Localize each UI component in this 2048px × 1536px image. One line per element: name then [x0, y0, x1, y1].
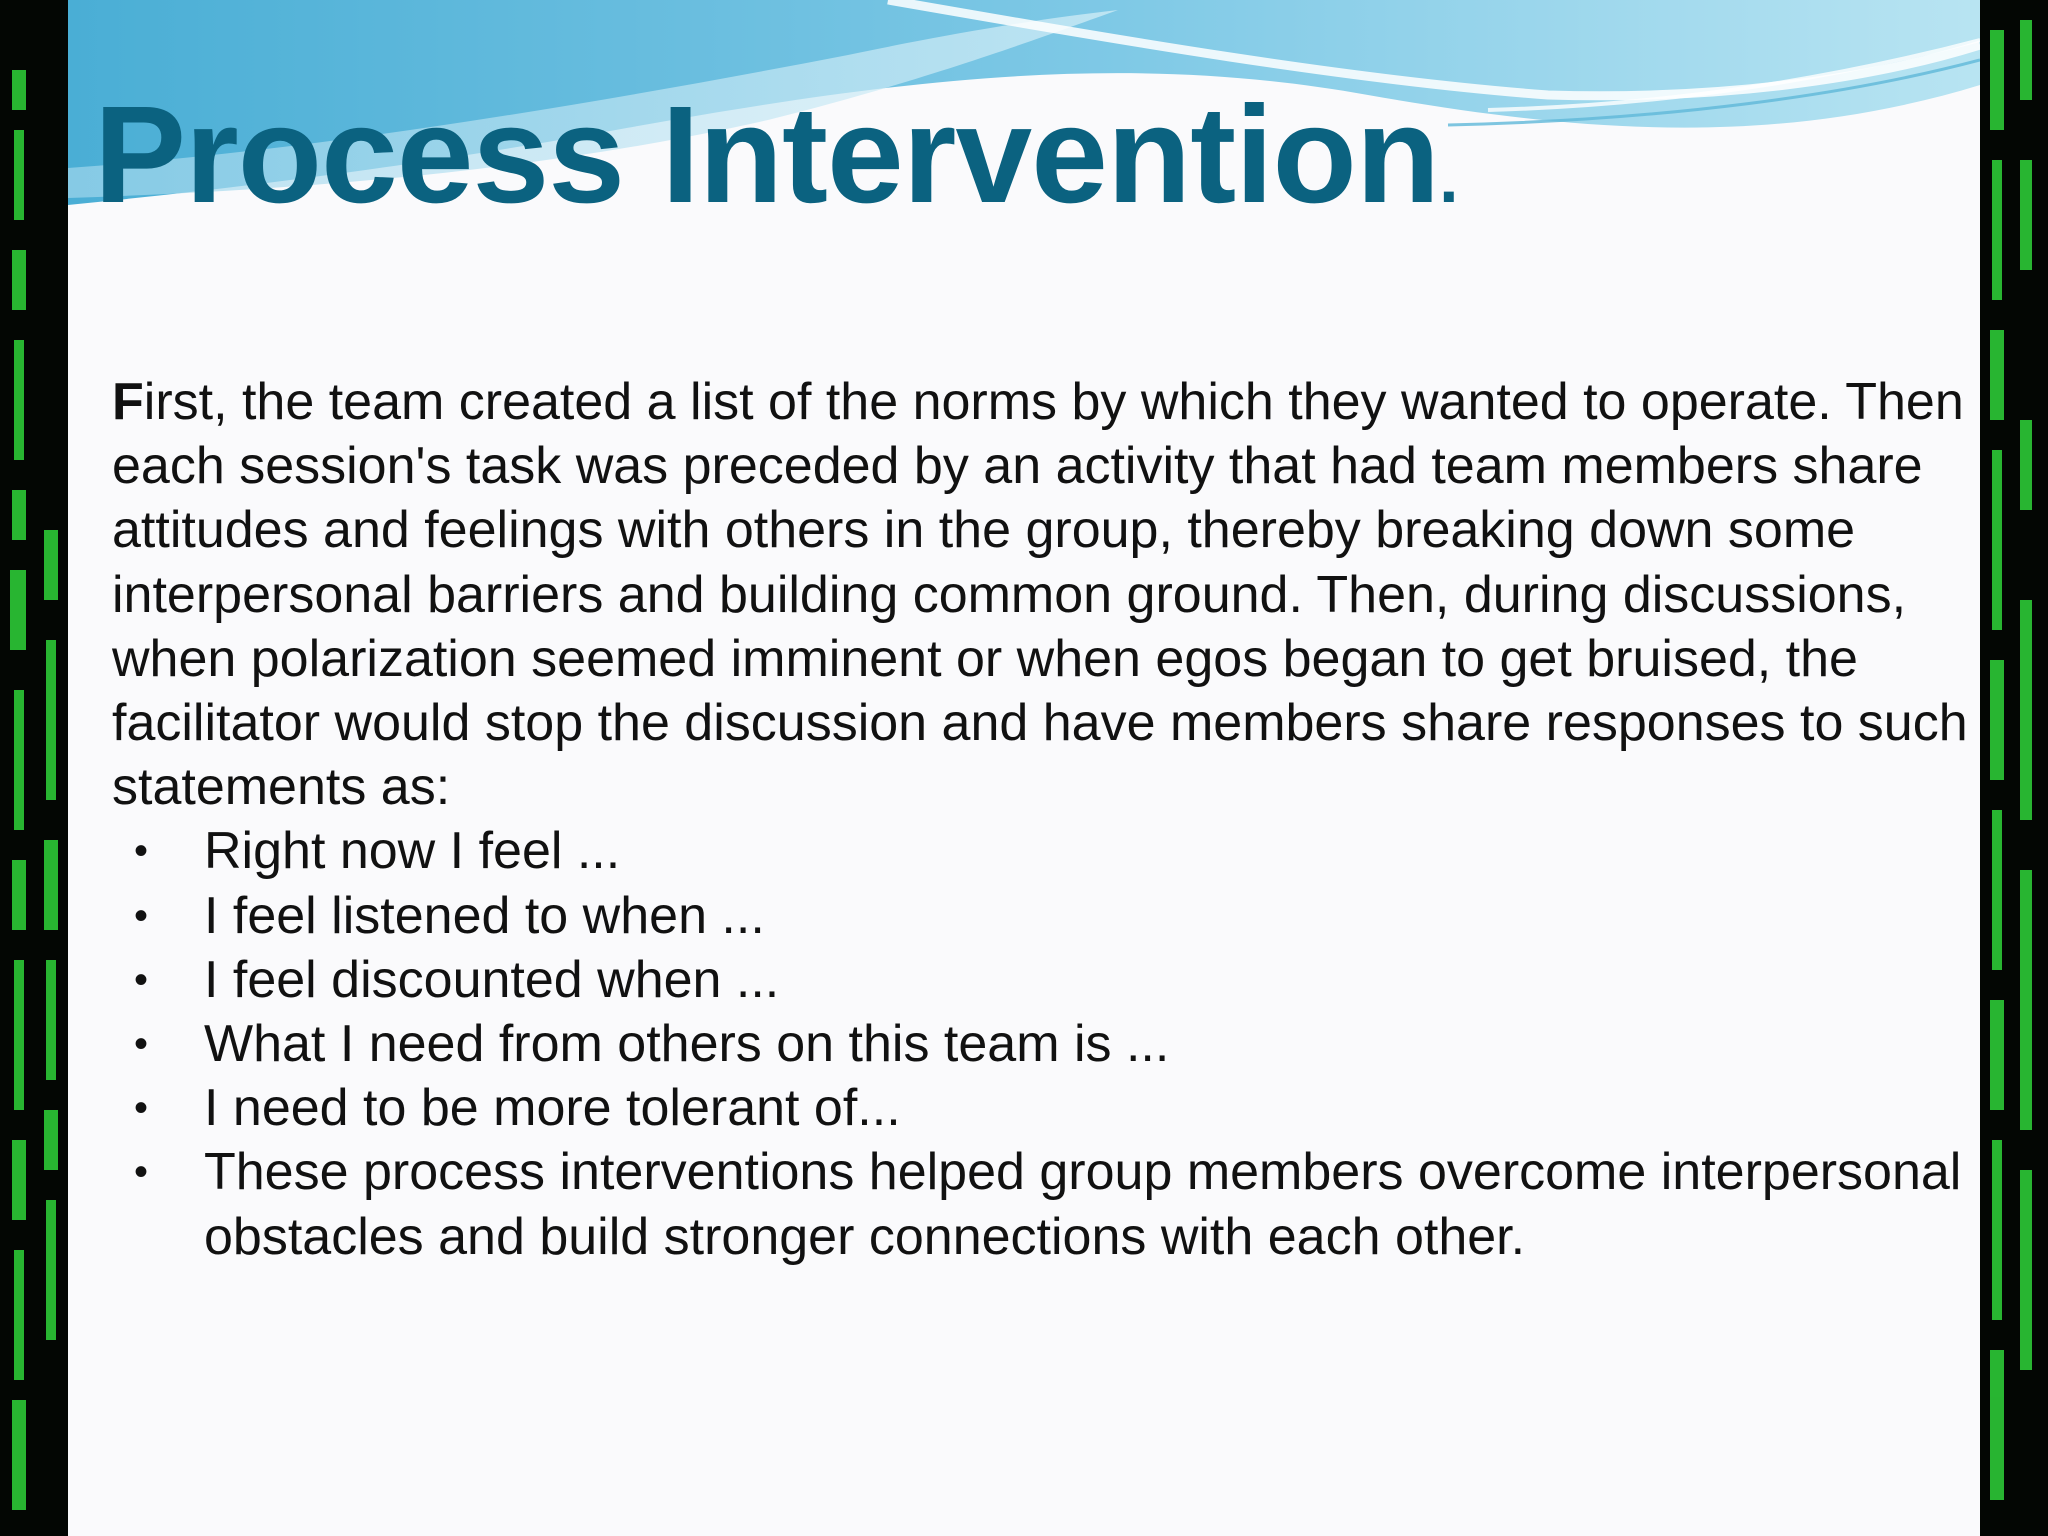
bullet-marker: •	[134, 957, 149, 1002]
statement-list	[112, 819, 1980, 1268]
bullet-marker: •	[134, 1022, 149, 1067]
matrix-code-pattern-left	[0, 0, 70, 1536]
intro-first-letter: F	[112, 373, 144, 431]
bullet-marker: •	[134, 829, 149, 874]
right-matrix-border	[1980, 0, 2048, 1536]
list-item	[112, 1140, 1980, 1268]
list-item-text: I feel discounted when ...	[204, 950, 780, 1009]
list-item-text: I feel listened to when ...	[204, 886, 765, 945]
bullet-marker: •	[134, 1086, 149, 1131]
list-item	[112, 1012, 1980, 1076]
bullet-marker: •	[134, 1150, 149, 1195]
slide-title-punctuation: .	[1439, 139, 1458, 217]
list-item-text: Right now I feel ...	[204, 822, 621, 881]
list-item	[112, 948, 1980, 1012]
list-item	[112, 884, 1980, 948]
intro-text: irst, the team created a list of the norms by which they wanted to operate. Then each session's task was preceded by an activity that had team members share attitudes and feelings with others in the group, thereby breaking down some interpersonal barriers and building common ground. Then, during discussions, when polarization seemed imminent or when egos began to get bruised, the facilitator would stop the discussion and have members share responses to such statements as:	[112, 373, 1968, 817]
slide	[68, 0, 1980, 1536]
list-item-text: What I need from others on this team is ...	[204, 1015, 1170, 1074]
left-matrix-border	[0, 0, 70, 1536]
slide-title-text: Process Intervention	[94, 78, 1440, 232]
list-item	[112, 819, 1980, 883]
bullet-marker: •	[134, 893, 149, 938]
list-item	[112, 1076, 1980, 1140]
slide-title	[94, 78, 1458, 232]
list-item-text: I need to be more tolerant of...	[204, 1079, 901, 1138]
slide-body	[112, 370, 1980, 1269]
intro-paragraph	[112, 370, 1980, 819]
matrix-code-pattern-right	[1980, 0, 2048, 1536]
list-item-text: These process interventions helped group members overcome interpersonal obstacles and build stronger connections with each other.	[204, 1143, 1962, 1266]
